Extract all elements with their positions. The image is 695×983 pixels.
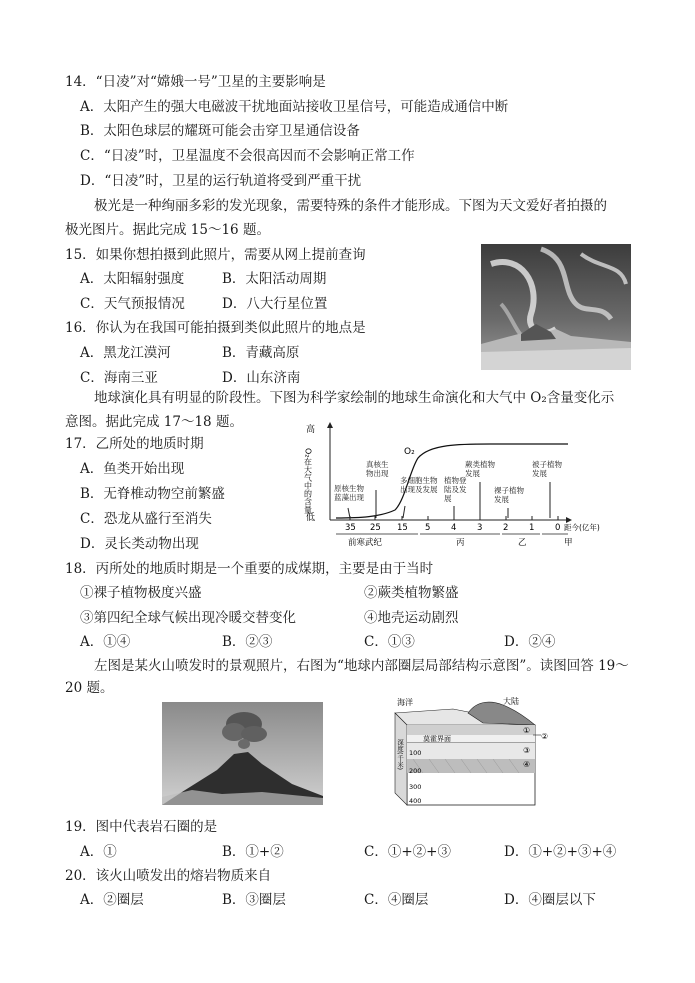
q14-option-b: B．太阳色球层的耀斑可能会击穿卫星通信设备 bbox=[80, 123, 360, 139]
marker-2: ② bbox=[541, 732, 549, 741]
q18-option-a: A．①④ bbox=[80, 634, 131, 650]
tick-label-0: 0 bbox=[555, 523, 561, 533]
q17-option-a: A．鱼类开始出现 bbox=[80, 461, 185, 477]
q15-option-b: B．太阳活动周期 bbox=[222, 271, 327, 287]
volcano-photo bbox=[162, 702, 323, 805]
marker-4: ④ bbox=[523, 760, 531, 769]
chart-y-low: 低 bbox=[306, 513, 316, 523]
q14-option-a: A．太阳产生的强大电磁波干扰地面站接收卫星信号，可能造成通信中断 bbox=[80, 99, 509, 115]
intro-volcano-line2: 20 题。 bbox=[65, 680, 114, 696]
q16-option-c: C．海南三亚 bbox=[80, 370, 158, 386]
era-precambrian: 前寒武纪 bbox=[348, 538, 383, 548]
o2-curve-label: O₂ bbox=[404, 447, 415, 457]
aurora-photo bbox=[481, 244, 631, 370]
label-depth: 深度(千米) bbox=[396, 739, 404, 771]
q18-statement-3: ③第四纪全球气候出现冷暖交替变化 bbox=[80, 610, 296, 626]
tick-label-1: 1 bbox=[529, 523, 535, 533]
layer-3 bbox=[407, 743, 535, 759]
depth-100: 100 bbox=[409, 749, 422, 757]
q20-option-b: B．③圈层 bbox=[222, 892, 286, 908]
q14-stem: 14．“日凌”对“嫦娥一号”卫星的主要影响是 bbox=[65, 74, 326, 90]
x-axis-label: 距今(亿年) bbox=[564, 523, 600, 532]
q16-option-d: D．山东济南 bbox=[222, 370, 301, 386]
arrow-multicellular bbox=[403, 506, 405, 518]
q18-option-c: C．①③ bbox=[364, 634, 415, 650]
label-ocean: 海洋 bbox=[397, 698, 413, 707]
depth-200: 200 bbox=[409, 767, 422, 775]
layer-4 bbox=[407, 759, 535, 773]
q19-option-a: A．① bbox=[80, 844, 117, 860]
q17-option-d: D．灵长类动物出现 bbox=[80, 536, 199, 552]
label-continent: 大陆 bbox=[503, 697, 519, 706]
q18-option-b: B．②③ bbox=[222, 634, 273, 650]
era-bing: 丙 bbox=[456, 538, 465, 548]
tick-label-15: 15 bbox=[397, 523, 408, 533]
q19-option-d: D．①+②+③+④ bbox=[504, 844, 617, 860]
q14-option-d: D．“日凌”时，卫星的运行轨道将受到严重干扰 bbox=[80, 173, 362, 189]
layer-1 bbox=[407, 725, 535, 735]
chart-y-high: 高 bbox=[306, 425, 316, 435]
q14-option-c: C．“日凌”时，卫星温度不会很高因而不会影响正常工作 bbox=[80, 148, 415, 164]
q18-statement-4: ④地壳运动剧烈 bbox=[364, 610, 459, 626]
q19-option-c: C．①+②+③ bbox=[364, 844, 451, 860]
q20-option-d: D．④圈层以下 bbox=[504, 892, 596, 908]
q20-option-a: A．②圈层 bbox=[80, 892, 144, 908]
earth-layers-diagram bbox=[383, 695, 555, 807]
tick-label-5: 5 bbox=[425, 523, 431, 533]
chart-y-label: O₂在大气中的含量 bbox=[303, 448, 313, 514]
chart-y-arrow bbox=[327, 422, 333, 428]
era-jia: 甲 bbox=[564, 538, 573, 548]
q19-stem: 19．图中代表岩石圈的是 bbox=[65, 819, 218, 835]
tick-label-3: 3 bbox=[477, 523, 483, 533]
intro-aurora-line1: 极光是一种绚丽多彩的发光现象，需要特殊的条件才能形成。下图为天文爱好者拍摄的 bbox=[94, 198, 607, 214]
q18-statement-1: ①裸子植物极度兴盛 bbox=[80, 585, 202, 601]
event-prokaryote: 原核生物蓝藻出现 bbox=[334, 484, 364, 502]
q15-option-d: D．八大行星位置 bbox=[222, 296, 328, 312]
event-land-plants: 植物登陆及发展 bbox=[444, 476, 467, 503]
era-yi: 乙 bbox=[518, 538, 527, 548]
q17-option-c: C．恐龙从盛行至消失 bbox=[80, 511, 212, 527]
event-labels bbox=[334, 460, 566, 518]
q20-stem: 20．该火山喷发出的熔岩物质来自 bbox=[65, 868, 272, 884]
intro-evolution-line2: 意图。据此完成 17～18 题。 bbox=[65, 414, 243, 430]
depth-400: 400 bbox=[409, 797, 422, 805]
q18-stem: 18．丙所处的地质时期是一个重要的成煤期，主要是由于当时 bbox=[65, 561, 434, 577]
intro-aurora-line2: 极光图片。据此完成 15～16 题。 bbox=[65, 222, 270, 238]
event-angiosperms: 被子植物发展 bbox=[532, 460, 562, 478]
event-eukaryote: 真核生物出现 bbox=[366, 460, 389, 478]
q15-option-a: A．太阳辐射强度 bbox=[80, 271, 185, 287]
event-multicellular: 多细胞生物出现及发展 bbox=[400, 476, 438, 494]
x-ticks bbox=[345, 516, 600, 533]
tick-label-2: 2 bbox=[503, 523, 509, 533]
q15-stem: 15．如果你想拍摄到此照片，需要从网上提前查询 bbox=[65, 247, 366, 263]
event-ferns: 蕨类植物发展 bbox=[465, 460, 495, 478]
q17-option-b: B．无脊椎动物空前繁盛 bbox=[80, 486, 225, 502]
tick-label-35: 35 bbox=[345, 523, 356, 533]
q15-option-c: C．天气预报情况 bbox=[80, 296, 185, 312]
event-gymnosperms: 裸子植物发展 bbox=[494, 486, 524, 504]
tick-label-4: 4 bbox=[451, 523, 457, 533]
marker-3: ③ bbox=[523, 746, 531, 755]
depth-300: 300 bbox=[409, 783, 422, 791]
q17-stem: 17．乙所处的地质时期 bbox=[65, 436, 204, 452]
q18-statement-2: ②蕨类植物繁盛 bbox=[364, 585, 459, 601]
q16-stem: 16．你认为在我国可能拍摄到类似此照片的地点是 bbox=[65, 320, 366, 336]
q20-option-c: C．④圈层 bbox=[364, 892, 429, 908]
label-moho: 莫霍界面 bbox=[423, 735, 451, 743]
q16-option-a: A．黑龙江漠河 bbox=[80, 345, 171, 361]
marker-1: ① bbox=[523, 726, 531, 735]
q16-option-b: B．青藏高原 bbox=[222, 345, 300, 361]
tick-label-25: 25 bbox=[370, 523, 381, 533]
intro-evolution-line1: 地球演化具有明显的阶段性。下图为科学家绘制的地球生命演化和大气中 O₂含量变化示 bbox=[94, 390, 615, 406]
q18-option-d: D．②④ bbox=[504, 634, 556, 650]
intro-volcano-line1: 左图是某火山喷发时的景观照片，右图为“地球内部圈层局部结构示意图”。读图回答 19～ bbox=[94, 658, 629, 674]
o2-evolution-chart bbox=[300, 420, 630, 550]
q19-option-b: B．①+② bbox=[222, 844, 284, 860]
